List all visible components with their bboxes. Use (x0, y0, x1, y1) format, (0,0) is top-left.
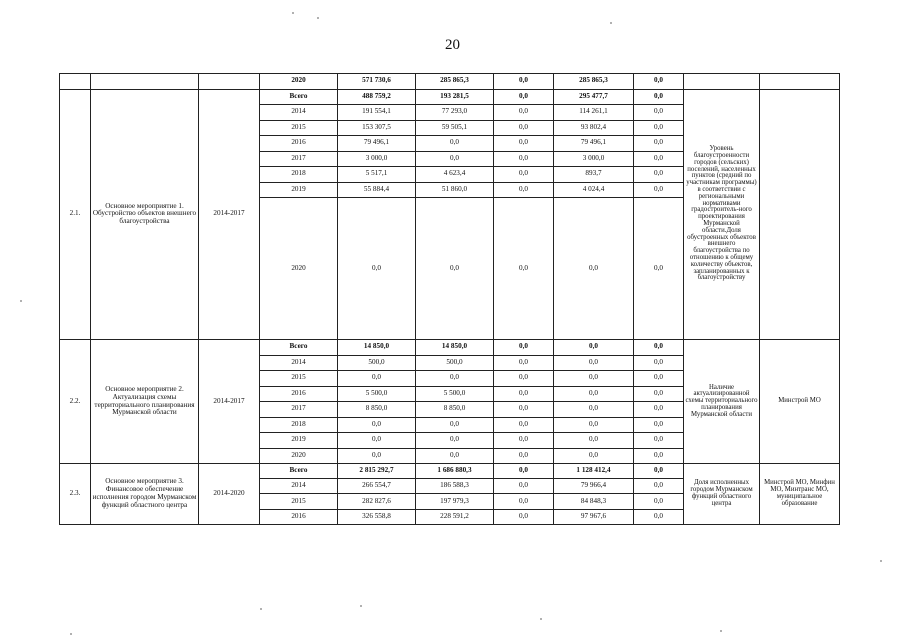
value-cell: 0,0 (494, 464, 554, 479)
year-cell: 2015 (260, 120, 338, 136)
scan-speck (880, 560, 882, 562)
value-cell: 0,0 (494, 340, 554, 356)
total-cell: 0,0 (338, 417, 416, 433)
value-cell: 0,0 (416, 136, 494, 152)
year-cell: 2018 (260, 417, 338, 433)
year-cell: Всего (260, 340, 338, 356)
scan-speck (540, 618, 542, 620)
value-cell: 0,0 (416, 198, 494, 340)
value-cell: 500,0 (416, 355, 494, 371)
value-cell: 0,0 (494, 448, 554, 464)
year-cell: 2016 (260, 136, 338, 152)
total-cell: 55 884,4 (338, 182, 416, 198)
value-cell: 97 967,6 (554, 509, 634, 524)
value-cell: 186 588,3 (416, 479, 494, 494)
value-cell: 0,0 (554, 448, 634, 464)
year-cell: Всего (260, 464, 338, 479)
value-cell: 0,0 (494, 479, 554, 494)
table-row (60, 74, 840, 90)
program-measures-table (59, 73, 840, 525)
value-cell: 0,0 (634, 402, 684, 418)
total-cell: 326 558,8 (338, 509, 416, 524)
value-cell: 0,0 (554, 198, 634, 340)
value-cell: 0,0 (494, 89, 554, 105)
year-cell: 2015 (260, 371, 338, 387)
value-cell: 193 281,5 (416, 89, 494, 105)
value-cell: 0,0 (554, 355, 634, 371)
value-cell: 0,0 (634, 136, 684, 152)
measure-name: Основное мероприятие 1. Обустройство объектов внешнего благоустройства (91, 89, 199, 340)
value-cell: 0,0 (494, 151, 554, 167)
total-cell: 488 759,2 (338, 89, 416, 105)
value-cell: 0,0 (634, 509, 684, 524)
total-cell: 0,0 (338, 448, 416, 464)
value-cell: 0,0 (494, 494, 554, 509)
value-cell: 84 848,3 (554, 494, 634, 509)
measure-number: 2.2. (60, 340, 91, 464)
year-cell: Всего (260, 89, 338, 105)
value-cell: 0,0 (634, 340, 684, 356)
value-cell: 1 686 880,3 (416, 464, 494, 479)
measure-period: 2014-2017 (199, 340, 260, 464)
total-cell: 2 815 292,7 (338, 464, 416, 479)
value-cell: 0,0 (634, 371, 684, 387)
value-cell: 0,0 (634, 74, 684, 90)
total-cell: 5 500,0 (338, 386, 416, 402)
value-cell: 0,0 (416, 371, 494, 387)
total-cell: 0,0 (338, 433, 416, 449)
value-cell: 0,0 (634, 448, 684, 464)
value-cell: 0,0 (634, 479, 684, 494)
value-cell: 0,0 (554, 402, 634, 418)
value-cell: 0,0 (634, 417, 684, 433)
executor-text: Минстрой МО (760, 340, 840, 464)
value-cell: 228 591,2 (416, 509, 494, 524)
executor-text: Минстрой МО, Минфин МО, Минтранс МО, муниципальное образование (760, 464, 840, 525)
executor-cell (760, 74, 840, 90)
total-cell: 79 496,1 (338, 136, 416, 152)
year-cell: 2017 (260, 151, 338, 167)
value-cell: 0,0 (554, 433, 634, 449)
scan-speck (260, 608, 262, 610)
value-cell: 0,0 (634, 494, 684, 509)
scan-speck (360, 605, 362, 607)
value-cell: 0,0 (634, 151, 684, 167)
value-cell: 893,7 (554, 167, 634, 183)
total-cell: 266 554,7 (338, 479, 416, 494)
year-cell: 2020 (260, 198, 338, 340)
year-cell: 2017 (260, 402, 338, 418)
measure-period: 2014-2020 (199, 464, 260, 525)
value-cell: 0,0 (494, 136, 554, 152)
value-cell: 93 802,4 (554, 120, 634, 136)
year-cell: 2019 (260, 433, 338, 449)
value-cell: 51 860,0 (416, 182, 494, 198)
table-row (60, 464, 840, 479)
indicator-text: Уровень благоустроенности городов (сельских) поселений, населенных пунктов (средний по участникам программы) в соответствии с региональными нормативами градостроитель-ного проектирования Мурманской области.Доля обустроенных объектов внешнего благоустройства по отношению к общему количеству объектов, запланированных к благоустройству (684, 89, 760, 340)
value-cell: 59 505,1 (416, 120, 494, 136)
value-cell: 0,0 (494, 386, 554, 402)
value-cell: 0,0 (494, 198, 554, 340)
value-cell: 79 966,4 (554, 479, 634, 494)
value-cell: 79 496,1 (554, 136, 634, 152)
indicator-text: Наличие актуализированной схемы территориального планирования Мурманской области (684, 340, 760, 464)
total-cell: 0,0 (338, 371, 416, 387)
value-cell: 0,0 (494, 417, 554, 433)
value-cell: 0,0 (494, 402, 554, 418)
total-cell: 191 554,1 (338, 105, 416, 121)
value-cell: 0,0 (494, 167, 554, 183)
scan-speck (20, 300, 22, 302)
year-cell: 2018 (260, 167, 338, 183)
year-cell: 2015 (260, 494, 338, 509)
scan-speck (720, 630, 722, 632)
scan-speck (70, 633, 72, 635)
value-cell: 0,0 (634, 355, 684, 371)
value-cell: 0,0 (634, 386, 684, 402)
total-cell: 0,0 (338, 198, 416, 340)
value-cell: 0,0 (416, 433, 494, 449)
value-cell: 285 865,3 (416, 74, 494, 90)
year-cell: 2020 (260, 448, 338, 464)
indicator-cell (684, 74, 760, 90)
value-cell: 0,0 (494, 182, 554, 198)
table-row (60, 89, 840, 105)
year-cell: 2014 (260, 479, 338, 494)
measure-name: Основное мероприятие 2. Актуализация схемы территориального планирования Мурманской области (91, 340, 199, 464)
value-cell: 285 865,3 (554, 74, 634, 90)
year-cell: 2016 (260, 509, 338, 524)
total-cell: 14 850,0 (338, 340, 416, 356)
value-cell: 1 128 412,4 (554, 464, 634, 479)
value-cell: 0,0 (494, 433, 554, 449)
value-cell: 295 477,7 (554, 89, 634, 105)
total-cell: 8 850,0 (338, 402, 416, 418)
value-cell: 0,0 (494, 74, 554, 90)
value-cell: 0,0 (634, 167, 684, 183)
indicator-text: Доля исполненных городом Мурманском функций областного центра (684, 464, 760, 525)
value-cell: 0,0 (494, 105, 554, 121)
year-cell: 2014 (260, 355, 338, 371)
value-cell: 14 850,0 (416, 340, 494, 356)
value-cell: 0,0 (494, 355, 554, 371)
total-cell: 571 730,6 (338, 74, 416, 90)
value-cell: 0,0 (416, 417, 494, 433)
year-cell: 2016 (260, 386, 338, 402)
year-cell: 2014 (260, 105, 338, 121)
value-cell: 4 623,4 (416, 167, 494, 183)
value-cell: 0,0 (634, 89, 684, 105)
number-cell (60, 74, 91, 90)
measure-period: 2014-2017 (199, 89, 260, 340)
value-cell: 0,0 (634, 198, 684, 340)
value-cell: 0,0 (494, 509, 554, 524)
measure-name: Основное мероприятие 3. Финансовое обеспечение исполнения городом Мурманском функций областного центра (91, 464, 199, 525)
table-row (60, 340, 840, 356)
table-body (60, 74, 840, 525)
total-cell: 500,0 (338, 355, 416, 371)
total-cell: 3 000,0 (338, 151, 416, 167)
value-cell: 0,0 (634, 433, 684, 449)
value-cell: 0,0 (634, 120, 684, 136)
value-cell: 0,0 (494, 120, 554, 136)
value-cell: 4 024,4 (554, 182, 634, 198)
value-cell: 0,0 (634, 464, 684, 479)
page-number: 20 (445, 37, 460, 53)
period-cell (199, 74, 260, 90)
total-cell: 153 307,5 (338, 120, 416, 136)
value-cell: 197 979,3 (416, 494, 494, 509)
scan-speck (317, 17, 319, 19)
scan-speck (610, 22, 612, 24)
executor-text (760, 89, 840, 340)
measure-number: 2.3. (60, 464, 91, 525)
value-cell: 0,0 (554, 340, 634, 356)
value-cell: 114 261,1 (554, 105, 634, 121)
value-cell: 0,0 (494, 371, 554, 387)
value-cell: 5 500,0 (416, 386, 494, 402)
scan-speck (292, 12, 294, 14)
measure-cell (91, 74, 199, 90)
value-cell: 8 850,0 (416, 402, 494, 418)
measure-number: 2.1. (60, 89, 91, 340)
value-cell: 77 293,0 (416, 105, 494, 121)
value-cell: 0,0 (416, 448, 494, 464)
year-cell: 2019 (260, 182, 338, 198)
value-cell: 0,0 (554, 417, 634, 433)
value-cell: 0,0 (634, 105, 684, 121)
year-cell: 2020 (260, 74, 338, 90)
value-cell: 0,0 (554, 371, 634, 387)
value-cell: 0,0 (554, 386, 634, 402)
total-cell: 282 827,6 (338, 494, 416, 509)
value-cell: 3 000,0 (554, 151, 634, 167)
value-cell: 0,0 (634, 182, 684, 198)
value-cell: 0,0 (416, 151, 494, 167)
total-cell: 5 517,1 (338, 167, 416, 183)
